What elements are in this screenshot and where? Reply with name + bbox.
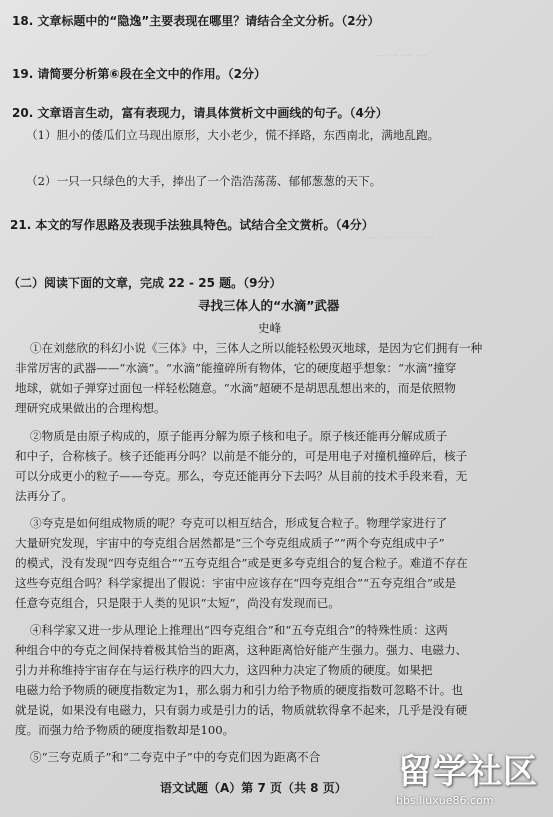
paragraph-line: 法再分了。 bbox=[15, 489, 73, 503]
paragraph-line: 度。而强力给予物质的硬度指数却是100。 bbox=[15, 723, 235, 737]
article-title: 寻找三体人的“水滴”武器 bbox=[198, 298, 340, 313]
paragraph-line: 这些夸克组合吗？科学家提出了假说：宇宙中应该存在“四夸克组合”“五夸克组合”或是 bbox=[15, 576, 457, 590]
paragraph-line: 引力并称维持宇宙存在与运行秩序的四大力，这四种力决定了物质的硬度。如果把 bbox=[15, 663, 433, 677]
article-author: 史峰 bbox=[258, 321, 282, 335]
question-19: 19. 请简要分析第⑥段在全文中的作用。（2分） bbox=[12, 67, 266, 81]
paragraph-line: 大量研究发现，宇宙中的夸克组合居然都是“三个夸克组成质子”“两个夸克组成中子” bbox=[15, 536, 445, 550]
paragraph-line: ③夸克是如何组成物质的呢？夸克可以相互结合，形成复合粒子。物理学家进行了 bbox=[30, 516, 448, 530]
site-watermark bbox=[378, 742, 553, 817]
question-20: 20. 文章语言生动，富有表现力，请具体赏析文中画线的句子。（4分） bbox=[12, 106, 388, 120]
question-20-sentence-1: （1）胆小的倭瓜们立马现出原形，大小老少，慌不择路，东西南北，满地乱跑。 bbox=[26, 128, 440, 142]
bleed-through-mark: 一 一 一 一 一 bbox=[365, 232, 434, 245]
paragraph-line: 和中子，合称核子。核子还能再分吗？以前是不能分的，可是用电子对撞机撞碎后，核子 bbox=[15, 449, 468, 463]
paragraph-line: 就是说，如果没有电磁力，只有弱力或是引力的话，物质就软得拿不起来，几乎是没有硬 bbox=[15, 703, 468, 717]
paragraph-line: 任意夸克组合，只是限于人类的见识“太短”，尚没有发现而已。 bbox=[15, 596, 340, 610]
paragraph-line: ⑤“三夸克质子”和“二夸克中子”中的夸克们因为距离不合 bbox=[30, 750, 321, 764]
watermark-logo: 留学社区 bbox=[398, 752, 538, 792]
section-intro: （二）阅读下面的文章，完成 22 - 25 题。（9分） bbox=[8, 276, 282, 290]
bleed-through-mark: 一 一 一 一 bbox=[372, 50, 427, 63]
paragraph-line: 的模式，没有发现“四夸克组合”“五夸克组合”或是更多夸克组合的复合粒子。难道不存在 bbox=[15, 556, 468, 570]
question-18: 18. 文章标题中的“隐逸”主要表现在哪里？请结合全文分析。（2分） bbox=[12, 14, 380, 28]
paragraph-line: 电磁力给予物质的硬度指数定为1，那么弱力和引力给予物质的硬度指数可忽略不计。也 bbox=[15, 683, 463, 697]
paragraph-line: ④科学家又进一步从理论上推理出“四夸克组合”和“五夸克组合”的特殊性质：这两 bbox=[30, 623, 448, 637]
page-footer: 语文试题（A）第 7 页（共 8 页） bbox=[160, 781, 347, 795]
paragraph-line: 种组合中的夸克之间保持着极其恰当的距离，这种距离恰好能产生强力。强力、电磁力、 bbox=[15, 643, 468, 657]
paragraph-line: 理研究成果做出的合理构想。 bbox=[15, 401, 166, 415]
watermark-url: bbs.liuxue86.com bbox=[396, 794, 494, 807]
paragraph-line: ①在刘慈欣的科幻小说《三体》中，三体人之所以能轻松毁灭地球，是因为它们拥有一种 bbox=[30, 341, 483, 355]
question-21: 21. 本文的写作思路及表现手法独具特色。试结合全文赏析。（4分） bbox=[10, 218, 374, 232]
question-20-sentence-2: （2）一只一只绿色的大手，捧出了一个浩浩荡荡、郁郁葱葱的天下。 bbox=[26, 174, 382, 188]
paragraph-line: 非常厉害的武器——“水滴”。“水滴”能撞碎所有物体，它的硬度超乎想象：“水滴”撞穿 bbox=[15, 361, 457, 375]
paragraph-line: ②物质是由原子构成的，原子能再分解为原子核和电子。原子核还能再分解成质子 bbox=[30, 429, 448, 443]
paragraph-line: 地球，就如子弹穿过面包一样轻松随意。“水滴”超硬不是胡思乱想出来的，而是依照物 bbox=[15, 381, 456, 395]
paragraph-line: 可以分成更小的粒子——夸克。那么，夸克还能再分下去吗？从目前的技术手段来看，无 bbox=[15, 469, 468, 483]
